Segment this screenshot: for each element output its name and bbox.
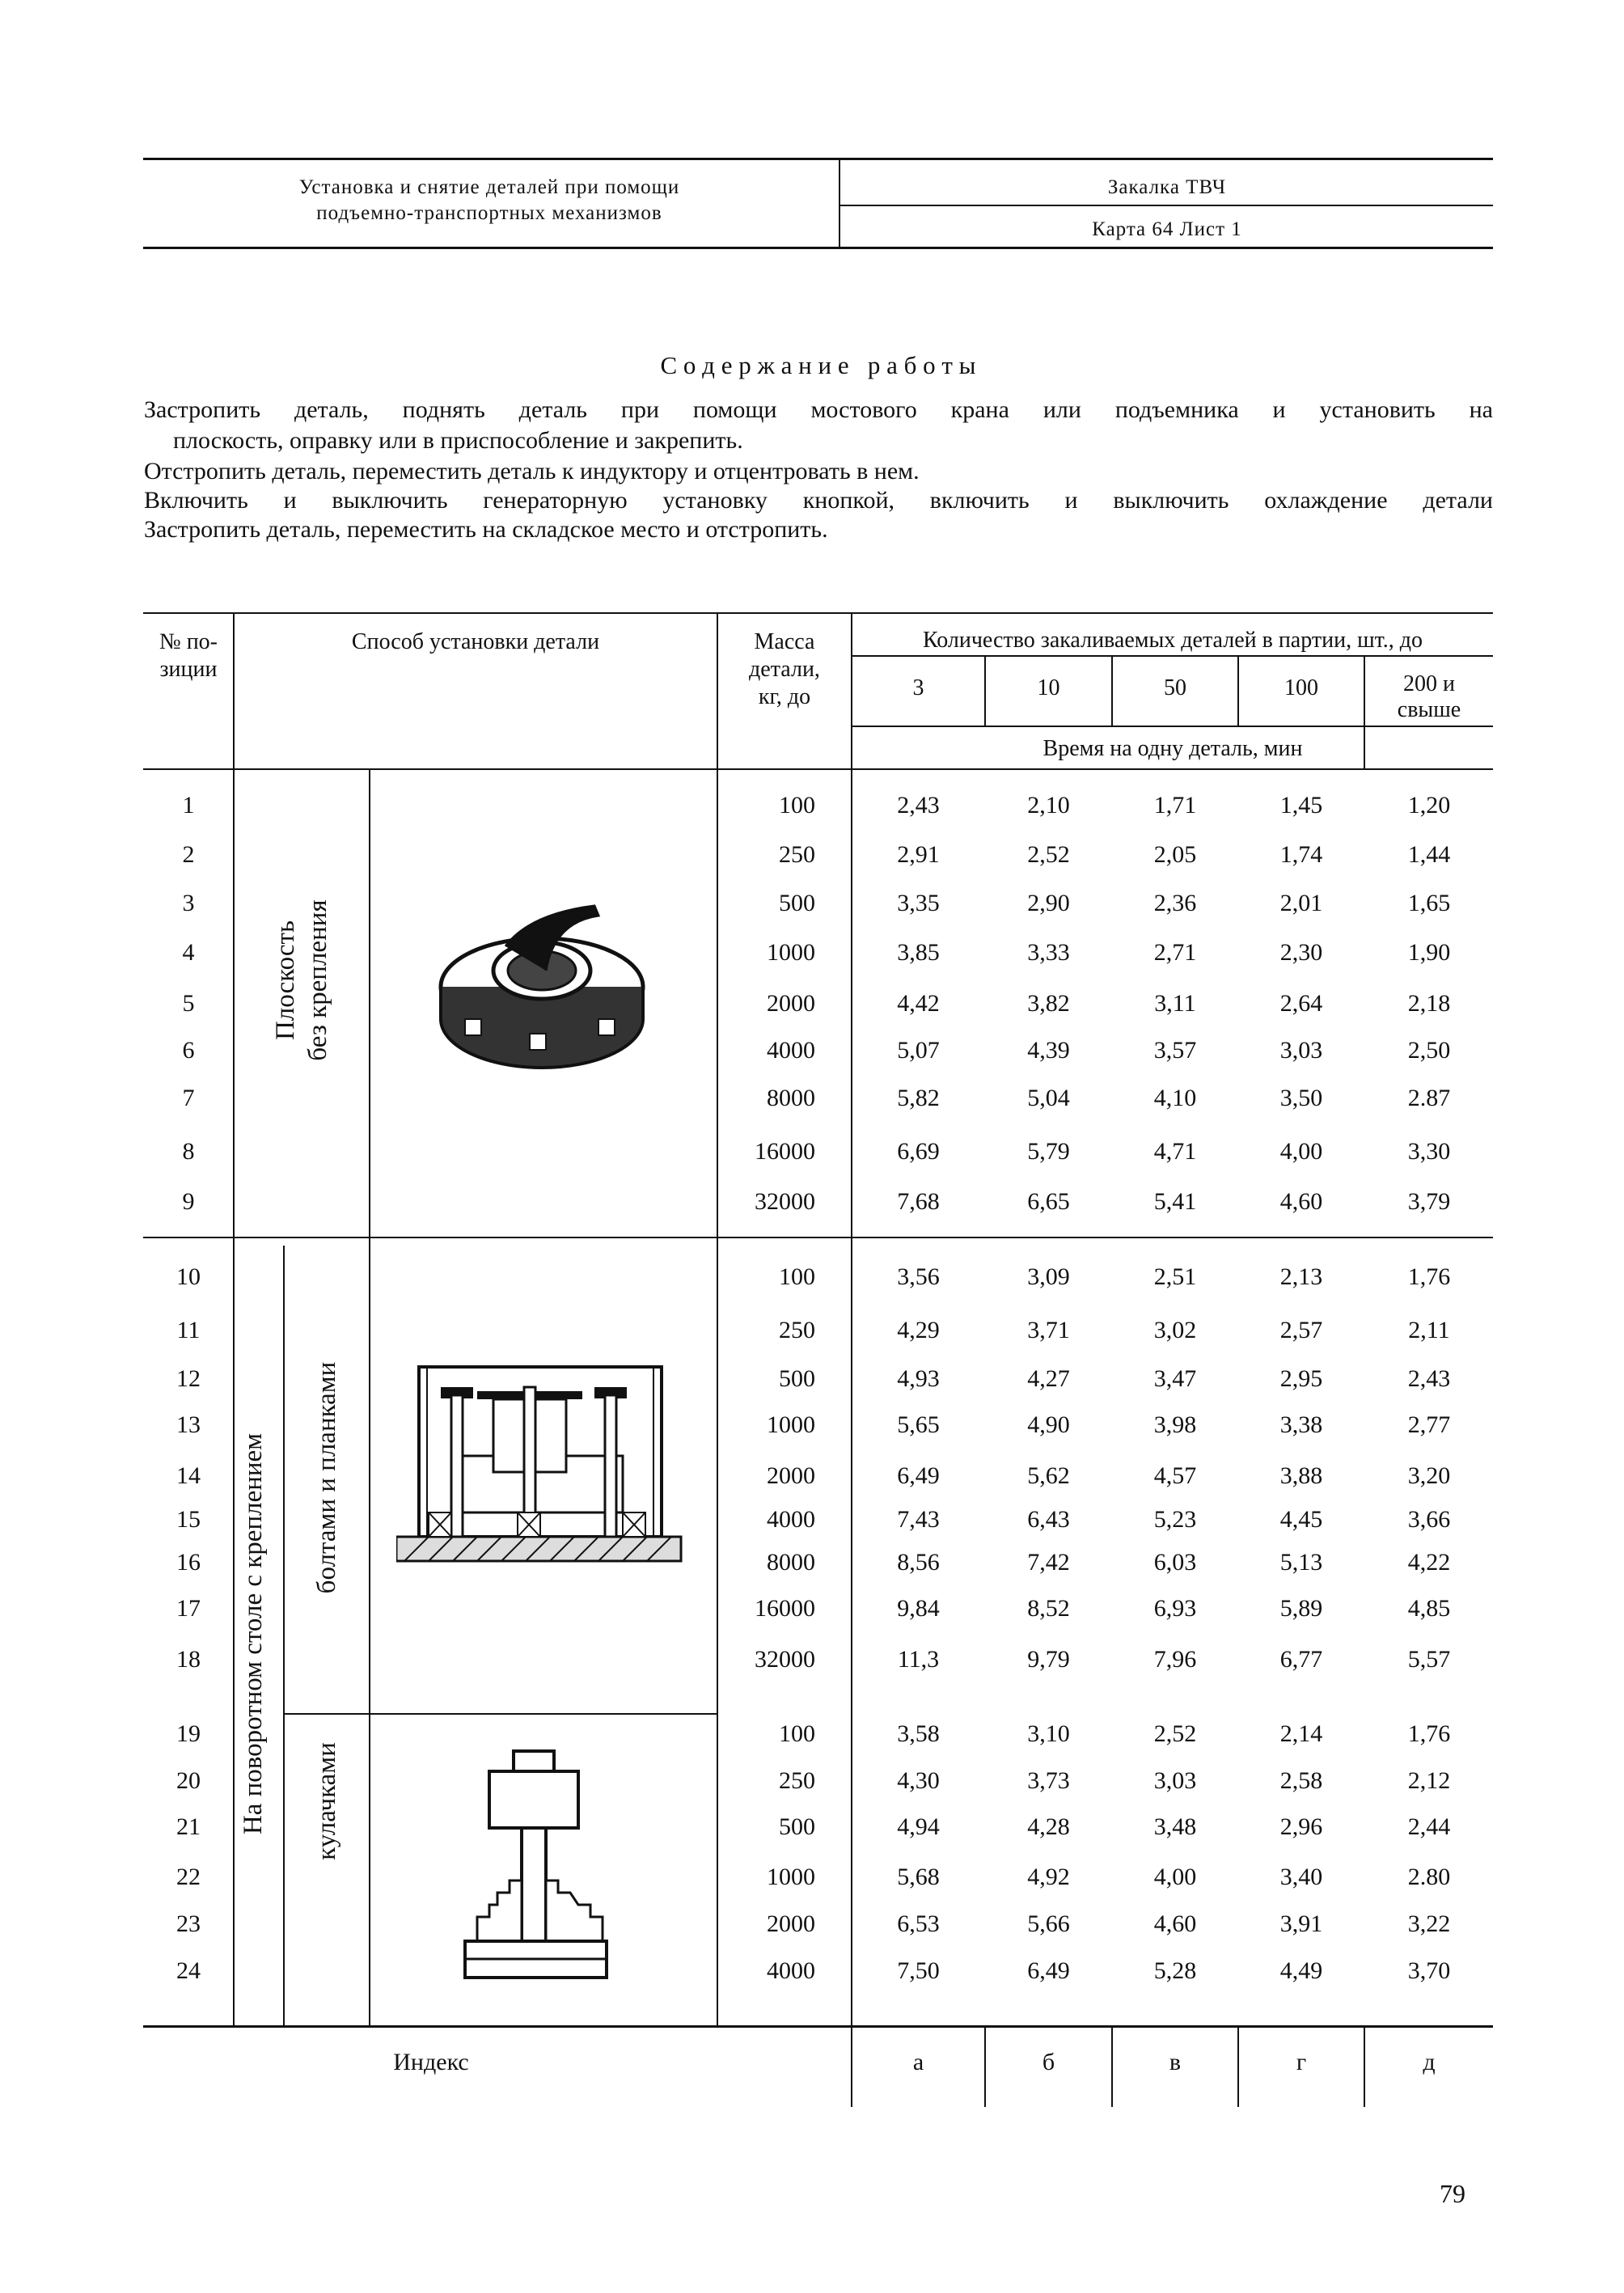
row-time-value: 2,64 xyxy=(1279,990,1323,1017)
row-time-value: 8,56 xyxy=(897,1549,940,1576)
row-position: 13 xyxy=(176,1411,201,1438)
work-line-4: Включить и выключить генераторную установку кнопкой, включить и выключить охлаждение детали xyxy=(144,487,1493,514)
row-time-value: 1,20 xyxy=(1407,792,1451,819)
row-time-value: 3,03 xyxy=(1153,1767,1197,1794)
row-time-value: 3,22 xyxy=(1407,1910,1451,1937)
row-time-value: 3,40 xyxy=(1279,1864,1323,1890)
row-time-value: 4,94 xyxy=(897,1813,940,1840)
row-time-value: 2,05 xyxy=(1153,841,1197,868)
row-position: 6 xyxy=(182,1037,195,1064)
work-line-3: Отстропить деталь, переместить деталь к индуктору и отцентровать в нем. xyxy=(144,458,920,484)
row-mass: 4000 xyxy=(767,1506,815,1533)
row-time-value: 7,43 xyxy=(897,1506,940,1533)
row-time-value: 1,44 xyxy=(1407,841,1451,868)
row-mass: 250 xyxy=(779,1317,815,1343)
row-mass: 16000 xyxy=(755,1595,815,1622)
row-mass: 8000 xyxy=(767,1085,815,1111)
row-time-value: 3,85 xyxy=(897,939,940,966)
row-time-value: 2,77 xyxy=(1407,1411,1451,1438)
row-position: 14 xyxy=(176,1462,201,1489)
col-quantity-header: Количество закаливаемых деталей в партии, шт., до xyxy=(922,628,1423,653)
row-time-value: 2,18 xyxy=(1407,990,1451,1017)
row-time-value: 4,00 xyxy=(1279,1138,1323,1165)
row-time-value: 2,11 xyxy=(1408,1317,1450,1343)
row-time-value: 3,10 xyxy=(1027,1720,1070,1747)
row-mass: 100 xyxy=(779,1263,815,1290)
row-time-value: 3,48 xyxy=(1153,1813,1197,1840)
col-position-header-line2: зиции xyxy=(159,657,218,682)
row-time-value: 4,00 xyxy=(1153,1864,1197,1890)
row-time-value: 4,45 xyxy=(1279,1506,1323,1533)
row-position: 15 xyxy=(176,1506,201,1533)
row-time-value: 9,84 xyxy=(897,1595,940,1622)
row-time-value: 9,79 xyxy=(1027,1646,1070,1673)
row-position: 7 xyxy=(182,1085,195,1111)
work-line-5: Застропить деталь, переместить на складское место и отстропить. xyxy=(144,516,828,543)
row-position: 8 xyxy=(182,1138,195,1165)
row-time-value: 2,96 xyxy=(1279,1813,1323,1840)
row-time-value: 2,36 xyxy=(1153,890,1197,916)
row-time-value: 4,22 xyxy=(1407,1549,1451,1576)
row-time-value: 5,68 xyxy=(897,1864,940,1890)
row-time-value: 3,71 xyxy=(1027,1317,1070,1343)
row-time-value: 2,10 xyxy=(1027,792,1070,819)
row-time-value: 6,03 xyxy=(1153,1549,1197,1576)
group-flat-label-line2: без крепления xyxy=(303,899,332,1061)
group-rotary-table-label: На поворотном столе с креплением xyxy=(239,1432,268,1835)
header-right-bottom: Карта 64 Лист 1 xyxy=(1092,218,1242,240)
row-position: 10 xyxy=(176,1263,201,1290)
header-left-line1: Установка и снятие деталей при помощи xyxy=(298,176,680,198)
col-position-header xyxy=(146,628,231,683)
row-mass: 32000 xyxy=(755,1646,815,1673)
row-time-value: 3,02 xyxy=(1153,1317,1197,1343)
row-time-value: 6,49 xyxy=(897,1462,940,1489)
row-position: 20 xyxy=(176,1767,201,1794)
col-mass-header-line3: кг, до xyxy=(758,684,811,709)
row-time-value: 5,89 xyxy=(1279,1595,1323,1622)
row-time-value: 3,03 xyxy=(1279,1037,1323,1064)
row-time-value: 6,65 xyxy=(1027,1188,1070,1215)
row-mass: 8000 xyxy=(767,1549,815,1576)
row-time-value: 5,28 xyxy=(1153,1957,1197,1984)
row-time-value: 5,62 xyxy=(1027,1462,1070,1489)
group-jaws-label: кулачками xyxy=(312,1742,341,1860)
row-time-value: 4,30 xyxy=(897,1767,940,1794)
row-mass: 500 xyxy=(779,1365,815,1392)
row-time-value: 2,58 xyxy=(1279,1767,1323,1794)
row-time-value: 7,68 xyxy=(897,1188,940,1215)
row-time-value: 3,56 xyxy=(897,1263,940,1290)
row-time-value: 6,43 xyxy=(1027,1506,1070,1533)
header-right-top: Закалка ТВЧ xyxy=(1107,176,1227,198)
group-flat-label xyxy=(269,819,334,1142)
row-position: 18 xyxy=(176,1646,201,1673)
row-time-value: 5,79 xyxy=(1027,1138,1070,1165)
work-line-2: плоскость, оправку или в приспособление и закрепить. xyxy=(173,427,743,454)
row-time-value: 3,66 xyxy=(1407,1506,1451,1533)
row-time-value: 3,82 xyxy=(1027,990,1070,1017)
col-position-header-line1: № по- xyxy=(159,629,218,654)
row-position: 4 xyxy=(182,939,195,966)
row-time-value: 4,92 xyxy=(1027,1864,1070,1890)
row-time-value: 5,41 xyxy=(1153,1188,1197,1215)
row-time-value: 1,71 xyxy=(1153,792,1197,819)
row-time-value: 2,01 xyxy=(1279,890,1323,916)
bolts-and-clamps-illustration xyxy=(396,1351,687,1577)
row-time-value: 2,52 xyxy=(1027,841,1070,868)
row-time-value: 3,20 xyxy=(1407,1462,1451,1489)
row-mass: 1000 xyxy=(767,1411,815,1438)
row-time-value: 4,60 xyxy=(1279,1188,1323,1215)
row-time-value: 2,52 xyxy=(1153,1720,1197,1747)
row-time-value: 4,39 xyxy=(1027,1037,1070,1064)
row-time-value: 6,93 xyxy=(1153,1595,1197,1622)
col-mass-header-line2: детали, xyxy=(749,657,820,682)
row-position: 5 xyxy=(182,990,195,1017)
index-v: в xyxy=(1169,2049,1182,2075)
row-time-value: 4,93 xyxy=(897,1365,940,1392)
group-bolts-label: болтами и планками xyxy=(312,1361,341,1594)
index-g: г xyxy=(1296,2049,1307,2075)
row-time-value: 4,29 xyxy=(897,1317,940,1343)
row-time-value: 3,57 xyxy=(1153,1037,1197,1064)
row-time-value: 3,73 xyxy=(1027,1767,1070,1794)
row-time-value: 7,42 xyxy=(1027,1549,1070,1576)
row-mass: 500 xyxy=(779,1813,815,1840)
row-time-value: 5,07 xyxy=(897,1037,940,1064)
row-time-value: 4,10 xyxy=(1153,1085,1197,1111)
row-time-value: 6,69 xyxy=(897,1138,940,1165)
row-time-value: 2.87 xyxy=(1407,1085,1451,1111)
row-time-value: 6,77 xyxy=(1279,1646,1323,1673)
row-time-value: 3,38 xyxy=(1279,1411,1323,1438)
row-mass: 500 xyxy=(779,890,815,916)
qty-header-100: 100 xyxy=(1284,675,1318,700)
header-left-line2: подъемно-транспортных механизмов xyxy=(316,202,662,224)
jaw-chuck-illustration xyxy=(453,1747,615,1982)
row-time-value: 4,60 xyxy=(1153,1910,1197,1937)
row-position: 3 xyxy=(182,890,195,916)
row-position: 1 xyxy=(182,792,195,819)
row-time-value: 11,3 xyxy=(897,1646,940,1673)
col-mass-header-line1: Масса xyxy=(754,629,815,654)
row-time-value: 3,35 xyxy=(897,890,940,916)
row-time-value: 1,90 xyxy=(1407,939,1451,966)
row-time-value: 3,50 xyxy=(1279,1085,1323,1111)
row-time-value: 2,13 xyxy=(1279,1263,1323,1290)
row-time-value: 2,50 xyxy=(1407,1037,1451,1064)
row-time-value: 2.80 xyxy=(1407,1864,1451,1890)
qty-header-200-plus: 200 и свыше xyxy=(1397,671,1461,722)
row-mass: 250 xyxy=(779,1767,815,1794)
row-mass: 2000 xyxy=(767,1462,815,1489)
row-time-value: 7,96 xyxy=(1153,1646,1197,1673)
row-position: 21 xyxy=(176,1813,201,1840)
row-position: 9 xyxy=(182,1188,195,1215)
row-mass: 250 xyxy=(779,841,815,868)
row-time-value: 1,76 xyxy=(1407,1263,1451,1290)
row-time-value: 4,90 xyxy=(1027,1411,1070,1438)
col-method-header: Способ установки детали xyxy=(351,629,600,654)
row-time-value: 1,65 xyxy=(1407,890,1451,916)
row-position: 22 xyxy=(176,1864,201,1890)
row-time-value: 3,47 xyxy=(1153,1365,1197,1392)
time-per-part-header: Время на одну деталь, мин xyxy=(1042,736,1303,761)
row-position: 11 xyxy=(176,1317,201,1343)
page-number: 79 xyxy=(1440,2179,1465,2208)
row-time-value: 5,65 xyxy=(897,1411,940,1438)
row-mass: 1000 xyxy=(767,1864,815,1890)
row-time-value: 2,43 xyxy=(897,792,940,819)
row-time-value: 2,30 xyxy=(1279,939,1323,966)
qty-header-3: 3 xyxy=(912,675,924,700)
row-time-value: 4,42 xyxy=(897,990,940,1017)
row-time-value: 4,28 xyxy=(1027,1813,1070,1840)
row-position: 16 xyxy=(176,1549,201,1576)
row-mass: 100 xyxy=(779,792,815,819)
row-position: 2 xyxy=(182,841,195,868)
col-mass-header xyxy=(720,628,849,711)
row-time-value: 8,52 xyxy=(1027,1595,1070,1622)
row-time-value: 3,79 xyxy=(1407,1188,1451,1215)
row-time-value: 2,12 xyxy=(1407,1767,1451,1794)
row-mass: 1000 xyxy=(767,939,815,966)
row-time-value: 3,09 xyxy=(1027,1263,1070,1290)
row-mass: 100 xyxy=(779,1720,815,1747)
row-time-value: 3,30 xyxy=(1407,1138,1451,1165)
row-time-value: 5,57 xyxy=(1407,1646,1451,1673)
row-time-value: 4,71 xyxy=(1153,1138,1197,1165)
row-time-value: 2,91 xyxy=(897,841,940,868)
row-time-value: 6,49 xyxy=(1027,1957,1070,1984)
row-mass: 16000 xyxy=(755,1138,815,1165)
row-time-value: 7,50 xyxy=(897,1957,940,1984)
row-time-value: 3,11 xyxy=(1154,990,1196,1017)
row-mass: 4000 xyxy=(767,1037,815,1064)
row-time-value: 4,57 xyxy=(1153,1462,1197,1489)
row-time-value: 2,51 xyxy=(1153,1263,1197,1290)
row-time-value: 4,49 xyxy=(1279,1957,1323,1984)
flat-part-illustration xyxy=(433,898,651,1076)
row-time-value: 2,43 xyxy=(1407,1365,1451,1392)
row-mass: 2000 xyxy=(767,990,815,1017)
row-time-value: 4,85 xyxy=(1407,1595,1451,1622)
row-mass: 32000 xyxy=(755,1188,815,1215)
index-b: б xyxy=(1042,2049,1055,2075)
qty-header-10: 10 xyxy=(1037,675,1060,700)
row-time-value: 1,74 xyxy=(1279,841,1323,868)
row-time-value: 2,14 xyxy=(1279,1720,1323,1747)
row-time-value: 5,82 xyxy=(897,1085,940,1111)
row-time-value: 1,45 xyxy=(1279,792,1323,819)
row-time-value: 5,23 xyxy=(1153,1506,1197,1533)
row-time-value: 3,58 xyxy=(897,1720,940,1747)
row-time-value: 5,66 xyxy=(1027,1910,1070,1937)
row-time-value: 3,91 xyxy=(1279,1910,1323,1937)
row-time-value: 2,57 xyxy=(1279,1317,1323,1343)
row-time-value: 2,90 xyxy=(1027,890,1070,916)
index-a: а xyxy=(912,2049,924,2075)
row-time-value: 1,76 xyxy=(1407,1720,1451,1747)
row-time-value: 3,88 xyxy=(1279,1462,1323,1489)
group-flat-label-line1: Плоскость xyxy=(271,920,300,1041)
row-time-value: 2,95 xyxy=(1279,1365,1323,1392)
row-time-value: 6,53 xyxy=(897,1910,940,1937)
row-time-value: 3,33 xyxy=(1027,939,1070,966)
row-time-value: 2,71 xyxy=(1153,939,1197,966)
row-time-value: 4,27 xyxy=(1027,1365,1070,1392)
qty-header-50: 50 xyxy=(1164,675,1186,700)
row-mass: 2000 xyxy=(767,1910,815,1937)
work-content-title: С о д е р ж а н и е р а б о т ы xyxy=(660,351,976,379)
index-label: Индекс xyxy=(393,2049,469,2075)
row-time-value: 5,13 xyxy=(1279,1549,1323,1576)
row-position: 23 xyxy=(176,1910,201,1937)
row-position: 24 xyxy=(176,1957,201,1984)
work-line-1: Застропить деталь, поднять деталь при помощи мостового крана или подъемника и установить на xyxy=(144,396,1493,423)
row-position: 17 xyxy=(176,1595,201,1622)
row-position: 12 xyxy=(176,1365,201,1392)
row-time-value: 3,98 xyxy=(1153,1411,1197,1438)
index-d: д xyxy=(1423,2049,1436,2075)
row-time-value: 2,44 xyxy=(1407,1813,1451,1840)
row-mass: 4000 xyxy=(767,1957,815,1984)
row-position: 19 xyxy=(176,1720,201,1747)
row-time-value: 3,70 xyxy=(1407,1957,1451,1984)
row-time-value: 5,04 xyxy=(1027,1085,1070,1111)
